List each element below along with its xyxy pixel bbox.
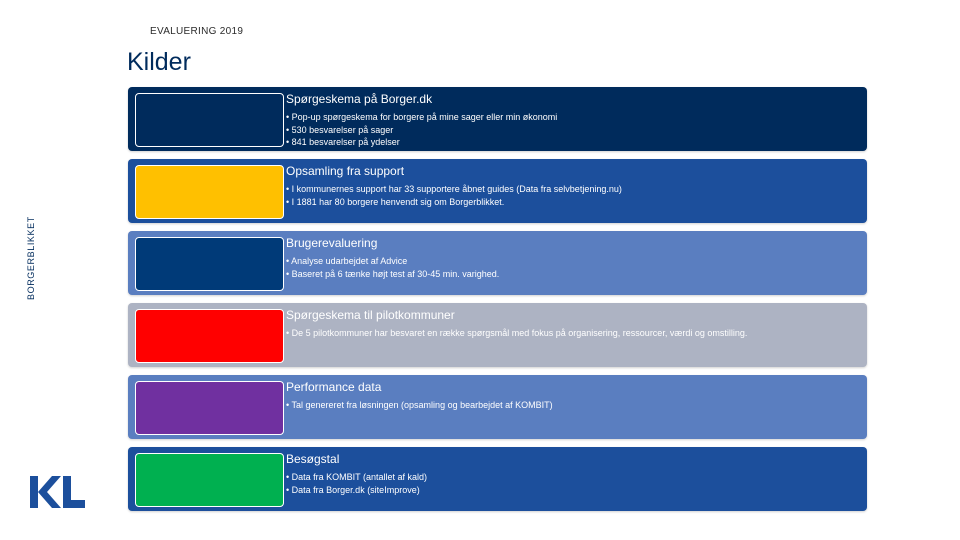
bullet: • Analyse udarbejdet af Advice: [286, 256, 408, 266]
bullet: • Data fra Borger.dk (siteImprove): [286, 484, 420, 495]
kl-logo-icon: [30, 474, 86, 510]
row-bullets: [286, 327, 747, 340]
side-label: BORGERBLIKKET: [26, 216, 36, 300]
row-swatch: [135, 93, 284, 147]
bullet: • I 1881 har 80 borgere henvendt sig om Borgerblikket.: [286, 196, 505, 207]
row-swatch: [135, 165, 284, 219]
row-bullets: [286, 183, 622, 208]
source-row: [128, 87, 867, 151]
row-title: Spørgeskema på Borger.dk: [286, 92, 433, 106]
row-swatch: [135, 381, 284, 435]
row-swatch: [135, 237, 284, 291]
bullet: • De 5 pilotkommuner har besvaret en række spørgsmål med fokus på organisering, ressourcer, værdi og omstilling.: [286, 328, 748, 338]
source-row: [128, 303, 867, 367]
source-row: [128, 231, 867, 295]
row-swatch: [135, 453, 284, 507]
source-row: [128, 159, 867, 223]
row-swatch: [135, 309, 284, 363]
row-title: Performance data: [286, 380, 382, 394]
row-bullets: [286, 471, 427, 496]
row-title: Besøgstal: [286, 452, 340, 466]
bullet: • Tal genereret fra løsningen (opsamling og bearbejdet af KOMBIT): [286, 400, 553, 410]
row-bullets: [286, 399, 553, 412]
row-title: Brugerevaluering: [286, 236, 378, 250]
bullet: • Baseret på 6 tænke højt test af 30-45 min. varighed.: [286, 268, 500, 279]
page-title: Kilder: [127, 48, 191, 76]
row-bullets: [286, 111, 557, 149]
bullet: • Data fra KOMBIT (antallet af kald): [286, 472, 428, 482]
row-title: Spørgeskema til pilotkommuner: [286, 308, 455, 322]
kl-logo-mark: [30, 476, 85, 508]
bullet: • Pop-up spørgeskema for borgere på mine sager eller min økonomi: [286, 112, 558, 122]
bullet: • I kommunernes support har 33 supportere åbnet guides (Data fra selvbetjening.nu): [286, 184, 622, 194]
source-row: [128, 375, 867, 439]
source-row: [128, 447, 867, 511]
bullet: • 841 besvarelser på ydelser: [286, 137, 400, 147]
bullet: • 530 besvarelser på sager: [286, 124, 394, 135]
eyebrow-label: EVALUERING 2019: [150, 26, 244, 37]
row-bullets: [286, 255, 499, 280]
row-title: Opsamling fra support: [286, 164, 405, 178]
